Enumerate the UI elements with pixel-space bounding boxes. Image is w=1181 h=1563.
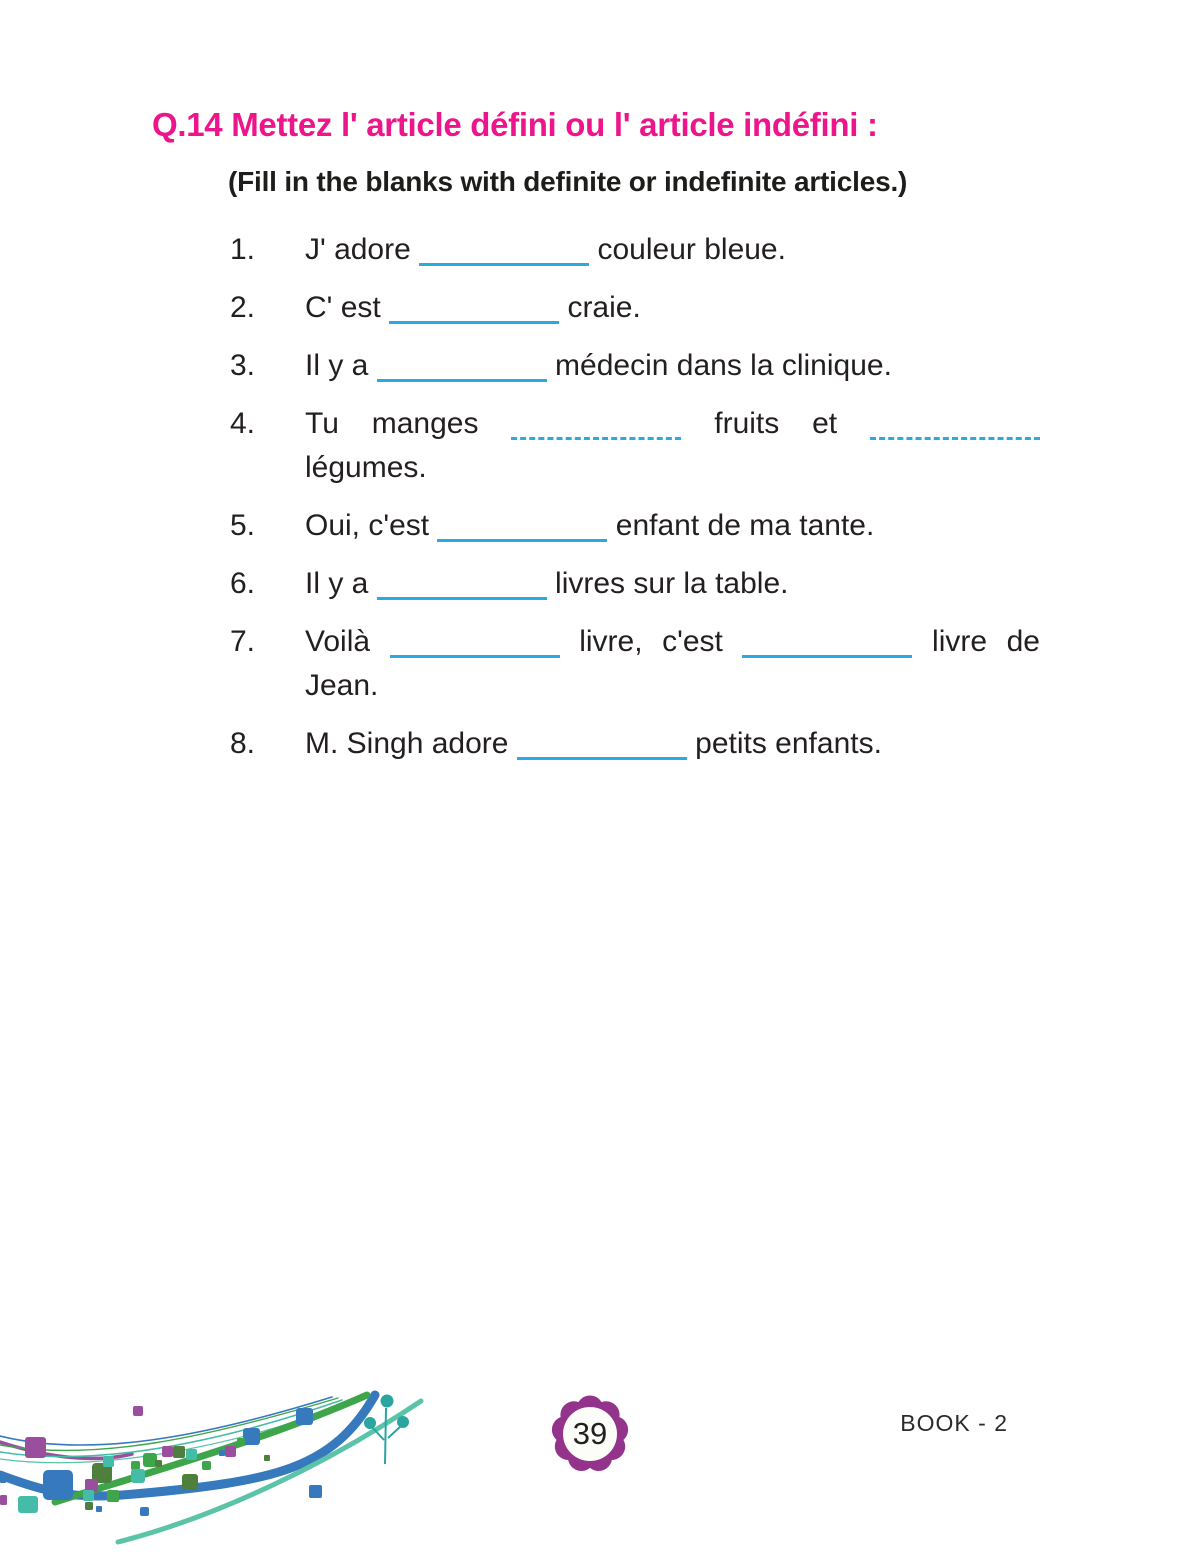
- item-sentence: [305, 620, 1040, 708]
- blank-line: [437, 511, 607, 542]
- item-sentence: [305, 344, 1040, 388]
- blank-line: [870, 409, 1040, 440]
- exercise-item: [230, 504, 1040, 548]
- item-number: 8.: [230, 727, 256, 760]
- page-number: 39: [572, 1416, 608, 1451]
- question-subtitle: (Fill in the blanks with definite or indefinite articles.): [228, 166, 908, 197]
- sentence-text: Il y a: [305, 567, 369, 600]
- blank-line: [517, 729, 687, 760]
- sentence-text: Tu manges: [305, 407, 479, 440]
- exercise-item: [230, 228, 1040, 272]
- sentence-text: enfant de ma tante.: [615, 509, 875, 542]
- sentence-text: fruits et: [714, 407, 838, 440]
- sentence-text: couleur bleue.: [597, 233, 786, 266]
- exercise-item: [230, 620, 1040, 708]
- exercise-list: [230, 228, 1040, 780]
- sentence-text: Voilà: [305, 625, 371, 658]
- footer-swoosh-graphic: [0, 1380, 450, 1563]
- item-number: 2.: [230, 291, 256, 324]
- sentence-text: médecin dans la clinique.: [555, 349, 892, 382]
- sentence-text: petits enfants.: [695, 727, 882, 760]
- blank-line: [389, 293, 559, 324]
- exercise-item: [230, 286, 1040, 330]
- item-number: 6.: [230, 567, 256, 600]
- item-number: 4.: [230, 407, 256, 440]
- page-number-badge: [551, 1395, 629, 1473]
- sentence-text: livre, c'est: [579, 625, 723, 658]
- sentence-text: livre de Jean.: [305, 625, 1040, 702]
- item-sentence: [305, 228, 1040, 272]
- book-label: BOOK - 2: [900, 1410, 1008, 1436]
- item-number: 7.: [230, 625, 256, 658]
- sentence-text: J' adore: [305, 233, 411, 266]
- blank-line: [419, 235, 589, 266]
- blank-line: [390, 627, 560, 658]
- exercise-item: [230, 344, 1040, 388]
- blank-line: [377, 351, 547, 382]
- item-sentence: [305, 722, 1040, 766]
- exercise-item: [230, 402, 1040, 490]
- sentence-text: craie.: [567, 291, 641, 324]
- blank-line: [742, 627, 912, 658]
- item-sentence: [305, 562, 1040, 606]
- question-title: Q.14 Mettez l' article défini ou l' article indéfini :: [152, 106, 878, 143]
- sentence-text: légumes.: [305, 451, 427, 484]
- exercise-item: [230, 722, 1040, 766]
- item-sentence: [305, 286, 1040, 330]
- blank-line: [377, 569, 547, 600]
- item-sentence: [305, 504, 1040, 548]
- exercise-item: [230, 562, 1040, 606]
- blank-line: [511, 409, 681, 440]
- item-number: 1.: [230, 233, 256, 266]
- sentence-text: C' est: [305, 291, 381, 324]
- sentence-text: M. Singh adore: [305, 727, 509, 760]
- item-sentence: [305, 402, 1040, 490]
- sentence-text: Oui, c'est: [305, 509, 430, 542]
- sentence-text: Il y a: [305, 349, 369, 382]
- sentence-text: livres sur la table.: [555, 567, 789, 600]
- item-number: 5.: [230, 509, 256, 542]
- item-number: 3.: [230, 349, 256, 382]
